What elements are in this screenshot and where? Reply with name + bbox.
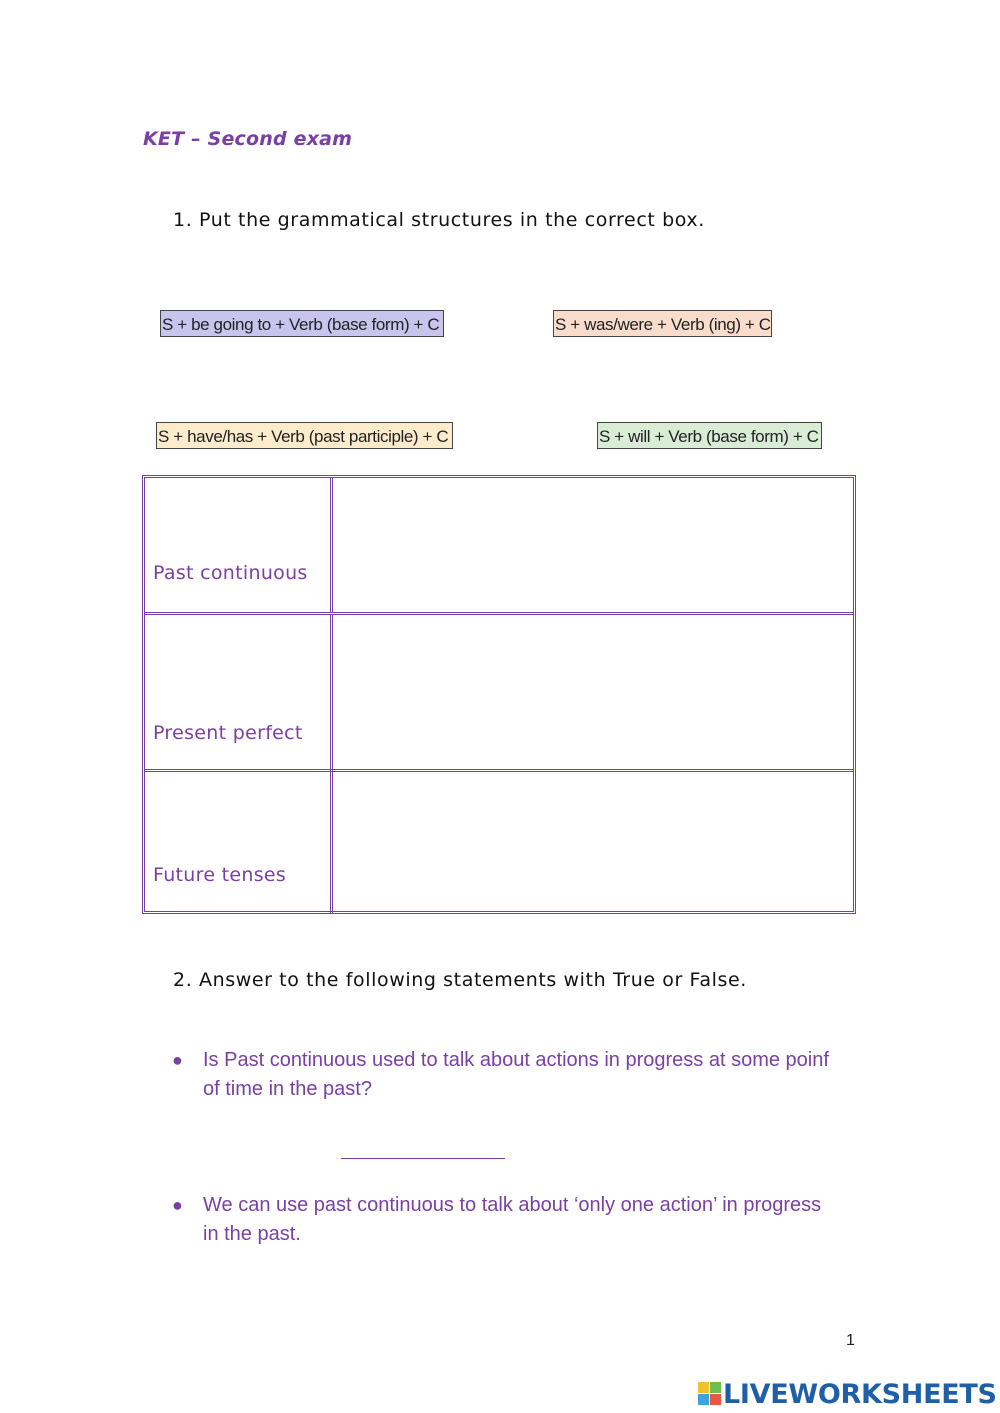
answer-blank-1[interactable]	[341, 1158, 505, 1159]
tense-row-present-perfect	[145, 612, 853, 772]
structure-chip-have-has[interactable]: S + have/has + Verb (past participle) + C	[156, 422, 453, 449]
question-2: 2. Answer to the following statements with True or False.	[173, 969, 747, 991]
bullet-icon: ●	[172, 1050, 183, 1070]
page-number: 1	[846, 1332, 855, 1349]
tense-label	[145, 772, 333, 914]
tense-label	[145, 615, 333, 772]
drop-zone-past-continuous[interactable]	[336, 478, 853, 612]
tense-label-text: Past continuous	[153, 562, 308, 584]
tense-label-text: Present perfect	[153, 722, 303, 744]
structure-chip-will[interactable]: S + will + Verb (base form) + C	[597, 422, 822, 449]
drop-zone-present-perfect[interactable]	[336, 615, 853, 772]
drop-zone-future-tenses[interactable]	[336, 772, 853, 914]
structure-chip-going-to[interactable]: S + be going to + Verb (base form) + C	[160, 310, 444, 337]
tense-label	[145, 478, 333, 612]
tense-row-future-tenses	[145, 769, 853, 914]
tense-label-text: Future tenses	[153, 864, 287, 886]
tense-row-past-continuous	[145, 478, 853, 612]
structure-chip-was-were[interactable]: S + was/were + Verb (ing) + C	[553, 310, 772, 337]
question-1: 1. Put the grammatical structures in the correct box.	[173, 209, 705, 231]
bullet-icon: ●	[172, 1195, 183, 1215]
statement-text: We can use past continuous to talk about ‘only one action’ in progress in the past.	[203, 1194, 822, 1245]
document-title: KET – Second exam	[143, 128, 353, 150]
brand-name: LIVEWORKSHEETS	[723, 1378, 997, 1410]
liveworksheets-logo-icon	[698, 1382, 722, 1406]
brand-footer	[698, 1378, 997, 1410]
statement-text: Is Past continuous used to talk about actions in progress at some poinf of time in the past?	[203, 1049, 829, 1100]
tense-table	[142, 475, 856, 914]
